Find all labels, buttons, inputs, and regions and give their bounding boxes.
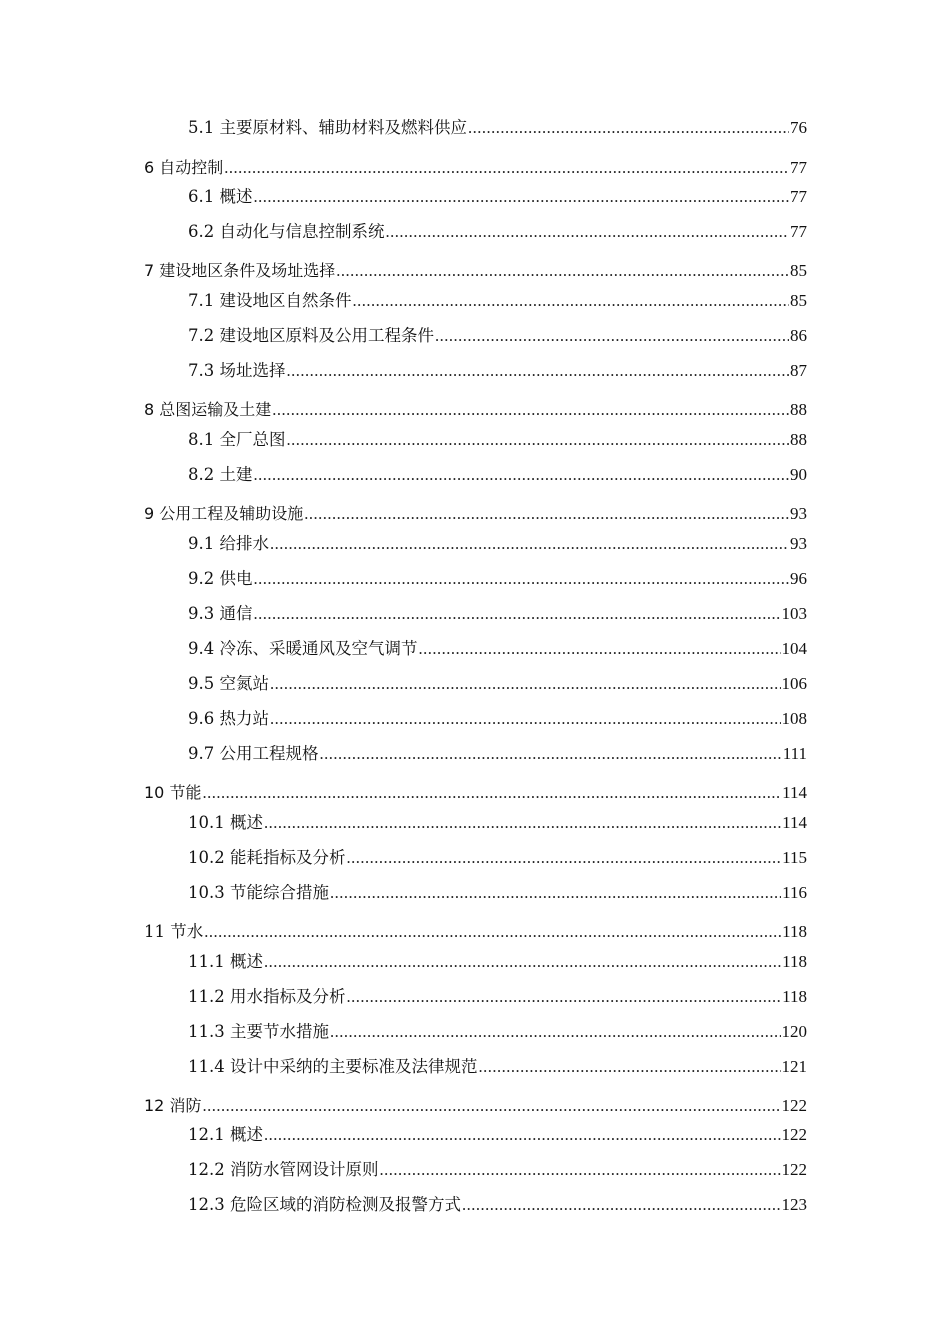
- toc-leader-dots: [462, 1192, 781, 1218]
- toc-entry-title: 11.1 概述: [188, 952, 263, 971]
- toc-leader-dots: [478, 1054, 780, 1080]
- toc-leader-dots: [320, 741, 782, 767]
- toc-entry-title: 9.5 空氮站: [188, 674, 269, 693]
- toc-entry[interactable]: [144, 501, 807, 527]
- toc-entry-title: 11.3 主要节水措施: [188, 1022, 329, 1041]
- toc-entry[interactable]: [188, 741, 807, 767]
- toc-entry-title: 8.1 全厂总图: [188, 430, 286, 449]
- toc-page-number: 118: [782, 952, 807, 971]
- toc-entry[interactable]: [144, 1093, 807, 1119]
- toc-entry-title: 12.1 概述: [188, 1125, 263, 1144]
- toc-entry[interactable]: [188, 566, 807, 592]
- toc-page-number: 122: [781, 1096, 807, 1115]
- toc-leader-dots: [287, 427, 790, 453]
- toc-entry[interactable]: [188, 1054, 807, 1080]
- toc-entry-title: 9.4 冷冻、采暖通风及空气调节: [188, 639, 418, 658]
- toc-leader-dots: [270, 671, 781, 697]
- toc-entry[interactable]: [144, 258, 807, 284]
- toc-page-number: 122: [781, 1160, 807, 1179]
- toc-entry-title: 10.3 节能综合措施: [188, 883, 329, 902]
- toc-entry-title: 9.6 热力站: [188, 709, 269, 728]
- toc-entry-title: 6.2 自动化与信息控制系统: [188, 222, 385, 241]
- toc-entry-title: 6 自动控制: [144, 158, 224, 177]
- toc-entry[interactable]: [188, 601, 807, 627]
- toc-entry-title: 9 公用工程及辅助设施: [144, 504, 304, 523]
- toc-entry[interactable]: [188, 184, 807, 210]
- toc-leader-dots: [270, 531, 789, 557]
- toc-entry[interactable]: [188, 531, 807, 557]
- toc-leader-dots: [270, 706, 781, 732]
- toc-page-number: 114: [782, 813, 807, 832]
- toc-entry-title: 10 节能: [144, 783, 202, 802]
- toc-leader-dots: [272, 397, 789, 423]
- toc-page-number: 118: [782, 922, 807, 941]
- toc-page-number: 116: [782, 883, 807, 902]
- toc-entry[interactable]: [144, 155, 807, 181]
- toc-leader-dots: [204, 919, 781, 945]
- toc-entry[interactable]: [188, 949, 807, 975]
- toc-leader-dots: [379, 1157, 780, 1183]
- toc-entry-title: 8.2 土建: [188, 465, 253, 484]
- toc-entry[interactable]: [188, 880, 807, 906]
- toc-entry-title: 11.4 设计中采纳的主要标准及法律规范: [188, 1057, 478, 1076]
- toc-page-number: 120: [781, 1022, 807, 1041]
- toc-page-number: 85: [790, 261, 807, 280]
- toc-page-number: 121: [781, 1057, 807, 1076]
- toc-page-number: 115: [782, 848, 807, 867]
- toc-leader-dots: [330, 880, 781, 906]
- toc-entry-title: 12 消防: [144, 1096, 202, 1115]
- toc-entry[interactable]: [188, 671, 807, 697]
- toc-leader-dots: [346, 845, 781, 871]
- toc-entry[interactable]: [144, 919, 807, 945]
- toc-page-number: 106: [781, 674, 807, 693]
- toc-entry[interactable]: [188, 810, 807, 836]
- toc-entry-title: 11.2 用水指标及分析: [188, 987, 346, 1006]
- toc-leader-dots: [202, 1093, 780, 1119]
- toc-page-number: 122: [781, 1125, 807, 1144]
- toc-page-number: 77: [790, 187, 807, 206]
- toc-entry[interactable]: [188, 636, 807, 662]
- toc-page-number: 88: [790, 430, 807, 449]
- toc-entry[interactable]: [188, 358, 807, 384]
- toc-page-number: 114: [782, 783, 807, 802]
- toc-leader-dots: [386, 219, 790, 245]
- toc-page-number: 76: [790, 118, 807, 137]
- toc-entry-title: 10.2 能耗指标及分析: [188, 848, 346, 867]
- toc-entry-title: 7.1 建设地区自然条件: [188, 291, 352, 310]
- toc-leader-dots: [336, 258, 789, 284]
- toc-leader-dots: [353, 288, 790, 314]
- toc-entry[interactable]: [188, 1122, 807, 1148]
- toc-entry[interactable]: [188, 323, 807, 349]
- toc-page-number: 77: [790, 158, 807, 177]
- toc-entry[interactable]: [144, 397, 807, 423]
- toc-leader-dots: [254, 462, 790, 488]
- toc-entry[interactable]: [188, 1019, 807, 1045]
- toc-entry-title: 7.3 场址选择: [188, 361, 286, 380]
- toc-page-number: 90: [790, 465, 807, 484]
- toc-page-number: 88: [790, 400, 807, 419]
- toc-entry-title: 9.3 通信: [188, 604, 253, 623]
- toc-entry-title: 7 建设地区条件及场址选择: [144, 261, 336, 280]
- toc-leader-dots: [254, 601, 781, 627]
- toc-entry-title: 9.7 公用工程规格: [188, 744, 319, 763]
- toc-entry[interactable]: [188, 984, 807, 1010]
- toc-leader-dots: [304, 501, 789, 527]
- toc-entry-title: 12.3 危险区域的消防检测及报警方式: [188, 1195, 461, 1214]
- toc-page-number: 87: [790, 361, 807, 380]
- toc-leader-dots: [435, 323, 789, 349]
- toc-leader-dots: [330, 1019, 781, 1045]
- toc-leader-dots: [264, 1122, 781, 1148]
- toc-entry-title: 9.1 给排水: [188, 534, 269, 553]
- toc-entry-title: 5.1 主要原材料、辅助材料及燃料供应: [188, 118, 467, 137]
- toc-entry[interactable]: [188, 427, 807, 453]
- toc-page-number: 104: [781, 639, 807, 658]
- toc-entry[interactable]: [188, 1192, 807, 1218]
- toc-entry-title: 10.1 概述: [188, 813, 263, 832]
- toc-page-number: 118: [782, 987, 807, 1006]
- toc-page-number: 103: [781, 604, 807, 623]
- toc-page-number: 111: [782, 744, 807, 763]
- toc-entry[interactable]: [188, 115, 807, 141]
- toc-leader-dots: [254, 566, 790, 592]
- toc-leader-dots: [468, 115, 789, 141]
- toc-entry[interactable]: [144, 780, 807, 806]
- toc-entry[interactable]: [188, 845, 807, 871]
- toc-leader-dots: [254, 184, 790, 210]
- toc-page-number: 93: [790, 534, 807, 553]
- toc-entry-title: 9.2 供电: [188, 569, 253, 588]
- toc-leader-dots: [264, 810, 781, 836]
- toc-page-number: 77: [790, 222, 807, 241]
- toc-leader-dots: [419, 636, 781, 662]
- toc-leader-dots: [264, 949, 781, 975]
- toc-leader-dots: [202, 780, 781, 806]
- toc-entry[interactable]: [188, 462, 807, 488]
- toc-page-number: 86: [790, 326, 807, 345]
- toc-entry[interactable]: [188, 288, 807, 314]
- toc-leader-dots: [287, 358, 790, 384]
- toc-entry[interactable]: [188, 219, 807, 245]
- toc-entry-title: 12.2 消防水管网设计原则: [188, 1160, 379, 1179]
- toc-page-number: 93: [790, 504, 807, 523]
- toc-page-number: 123: [781, 1195, 807, 1214]
- toc-page-number: 85: [790, 291, 807, 310]
- toc-entry-title: 11 节水: [144, 922, 204, 941]
- toc-entry[interactable]: [188, 1157, 807, 1183]
- toc-leader-dots: [346, 984, 781, 1010]
- toc-entry-title: 7.2 建设地区原料及公用工程条件: [188, 326, 434, 345]
- toc-entry[interactable]: [188, 706, 807, 732]
- toc-page-number: 108: [781, 709, 807, 728]
- toc-entry-title: 8 总图运输及土建: [144, 400, 272, 419]
- toc-entry-title: 6.1 概述: [188, 187, 253, 206]
- toc-leader-dots: [224, 155, 789, 181]
- toc-page-number: 96: [790, 569, 807, 588]
